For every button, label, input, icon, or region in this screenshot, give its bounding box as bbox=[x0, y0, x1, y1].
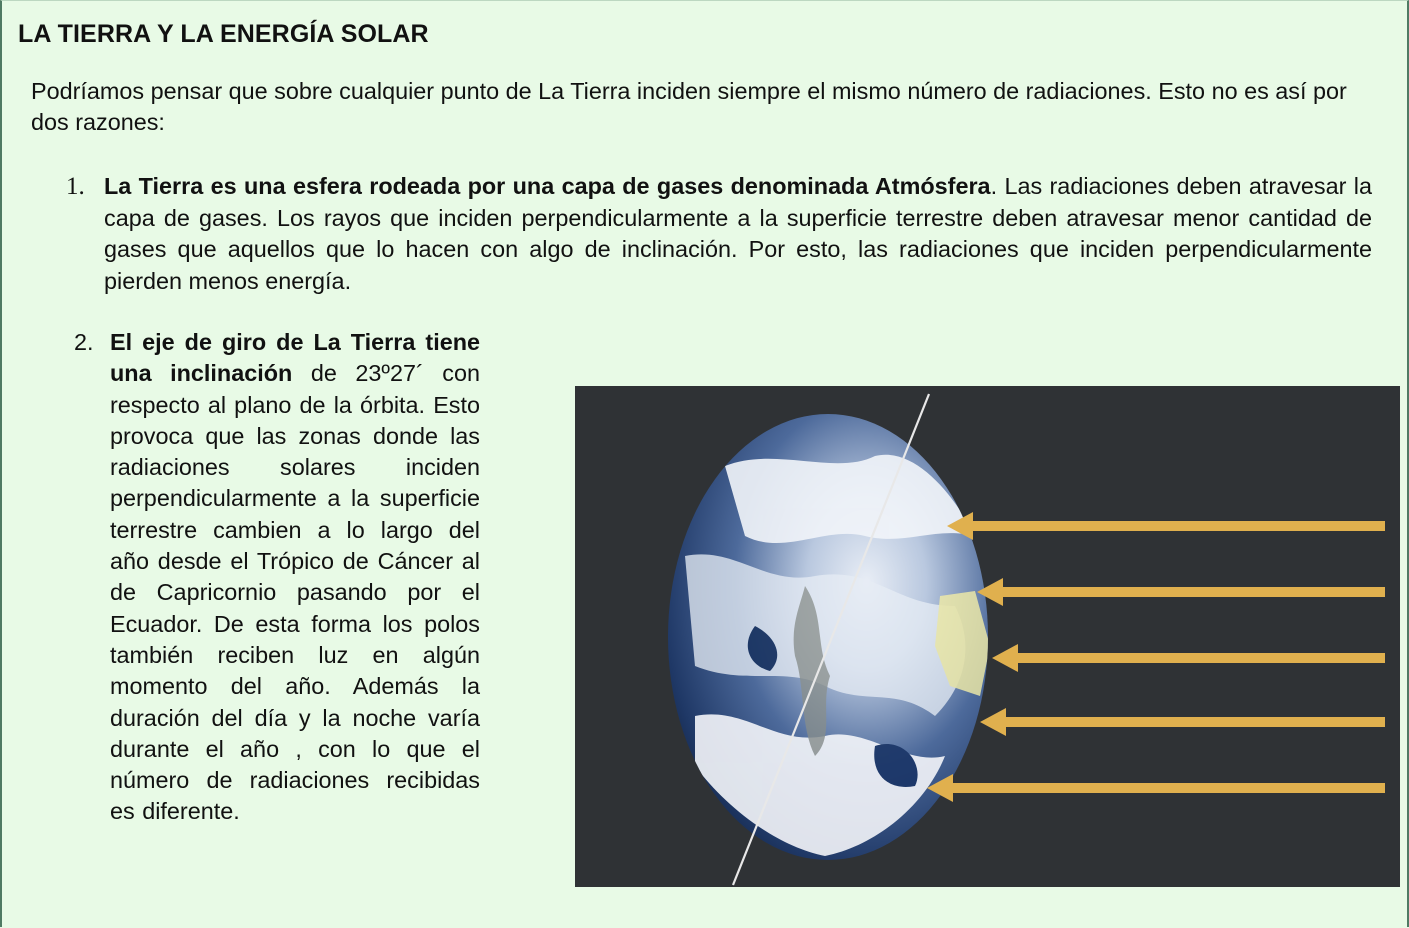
list-item-1 bbox=[104, 171, 1372, 297]
intro-paragraph: Podríamos pensar que sobre cualquier punto de La Tierra inciden siempre el mismo número de radiaciones. Esto no es así por dos razones: bbox=[31, 78, 1347, 135]
ray-shaft-3 bbox=[1010, 653, 1385, 663]
list-item-2-bold: El eje de giro de La Tierra tiene una inclinación bbox=[110, 329, 480, 387]
list-item-1-bold: La Tierra es una esfera rodeada por una capa de gases denominada Atmósfera bbox=[104, 173, 991, 199]
ray-shaft-1 bbox=[965, 521, 1385, 531]
ray-shaft-5 bbox=[945, 783, 1385, 793]
list-number-2: 2. bbox=[74, 329, 94, 355]
earth-illustration bbox=[575, 386, 1400, 887]
earth-svg bbox=[575, 386, 1400, 887]
ray-arrowhead-3 bbox=[992, 644, 1018, 672]
list-item-2 bbox=[110, 327, 480, 828]
list-item-2-text: de 23º27´ con respecto al plano de la órbita. Esto provoca que las zonas donde las radiaciones solares inciden perpendicularmente a la superficie terrestre cambien a lo largo del año desde el Trópico de Cáncer al de Capricornio pasando por el Ecuador. De esta forma los polos también reciben luz en algún momento del año. Además la duración del día y la noche varía durante el año , con lo que el número de radiaciones recibidas es diferente. bbox=[110, 360, 480, 825]
list-item-1-text: . Las radiaciones deben atravesar la capa de gases. Los rayos que inciden perpendicularmente a la superficie terrestre deben atravesar menor cantidad de gases que aquellos que lo hacen con algo de inclinación. Por esto, las radiaciones que inciden perpendicularmente pierden menos energía. bbox=[104, 173, 1372, 294]
sun-rays bbox=[927, 512, 1385, 802]
ray-arrowhead-4 bbox=[980, 708, 1006, 736]
ray-shaft-4 bbox=[998, 717, 1385, 727]
list-number-1: 1. bbox=[66, 173, 85, 200]
ray-shaft-2 bbox=[995, 587, 1385, 597]
page-title: LA TIERRA Y LA ENERGÍA SOLAR bbox=[18, 20, 429, 48]
